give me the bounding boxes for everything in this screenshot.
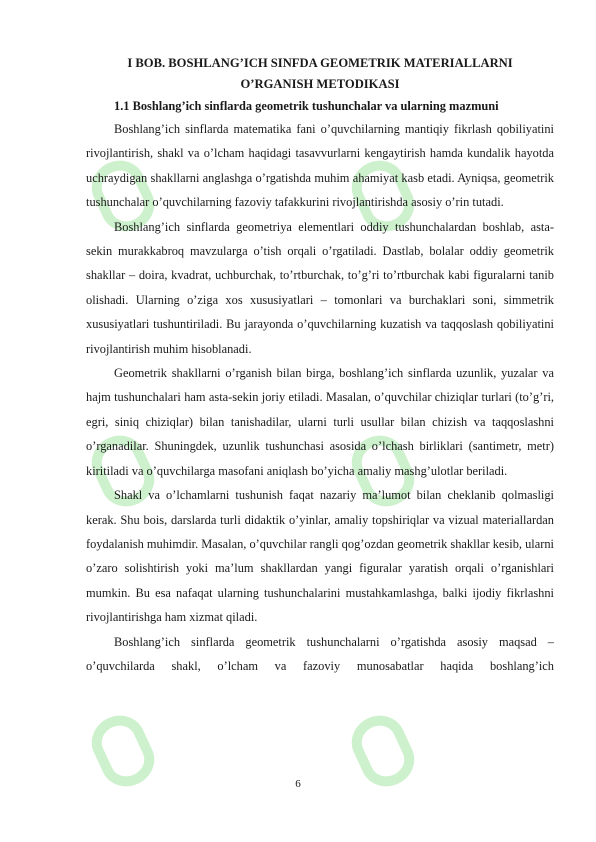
section-title: 1.1 Boshlang’ich sinflarda geometrik tushunchalar va ularning mazmuni bbox=[114, 99, 499, 113]
paragraph: Geometrik shakllarni o’rganish bilan birga, boshlang’ich sinflarda uzunlik, yuzalar va hajm tushunchalari ham asta-sekin joriy etiladi. Masalan, o’quvchilar chiziqlar turlari (to’g’ri, egri, siniq chiziqlar) bilan tanishadilar, ularni turli usullar bilan chizish va taqqoslashni o’rganadilar. Shuningdek, uzunlik tushunchasi asosida o’lchash birliklari (santimetr, metr) kiritiladi va o’quvchilarga masofani aniqlash bo’yicha amaliy mashg’ulotlar beriladi. bbox=[86, 366, 554, 478]
paragraph: Shakl va o’lchamlarni tushunish faqat nazariy ma’lumot bilan cheklanib qolmasligi kerak. Shu bois, darslarda turli didaktik o’yinlar, amaliy topshiriqlar va vizual materiallardan foydalanish muhimdir. Masalan, o’quvchilar rangli qog’ozdan geometrik shakllar kesib, ularni o’zaro solishtirish yoki ma’lum shakllardan yangi figuralar yaratish orqali o’rganishlari mumkin. Bu esa nafaqat ularning tushunchalarini mustahkamlashga, balki ijodiy fikrlashni rivojlantirishga ham xizmat qiladi. bbox=[86, 488, 554, 625]
document-page bbox=[86, 53, 554, 678]
paragraph: Boshlang’ich sinflarda matematika fani o’quvchilarning mantiqiy fikrlash qobiliyatini rivojlantirish, shakl va o’lcham haqidagi tasavvurlarni kengaytirish hamda kundalik hayotda uchraydigan shakllarni anglashga o’rgatishda muhim ahamiyat kasb etadi. Ayniqsa, geometrik tushunchalar o’quvchilarning fazoviy tafakkurini rivojlantirishda asosiy o’rin tutadi. bbox=[86, 122, 554, 210]
paragraph: Boshlang’ich sinflarda geometrik tushunchalarni o’rgatishda asosiy maqsad – o’quvchilarda shakl, o’lcham va fazoviy munosabatlar haqida boshlang’ich bbox=[86, 634, 554, 673]
chapter-title-line1: I BOB. BOSHLANG’ICH SINFDA GEOMETRIK MATERIALLARNI bbox=[127, 56, 513, 70]
paragraph: Boshlang’ich sinflarda geometriya elementlari oddiy tushunchalardan boshlab, asta-sekin murakkabroq mavzularga o’tish orqali o’rgatiladi. Dastlab, bolalar oddiy geometrik shakllar – doira, kvadrat, uchburchak, to’rtburchak, to’g’ri to’rtburchak kabi figuralarni tanib olishadi. Ularning o’ziga xos xususiyatlari – tomonlari va burchaklari soni, simmetrik xususiyatlari tushuntiriladi. Bu jarayonda o’quvchilarning kuzatish va taqqoslash qobiliyatini rivojlantirish muhim hisoblanadi. bbox=[86, 219, 554, 356]
page-number: 6 bbox=[295, 778, 301, 790]
chapter-title-line2: O’RGANISH METODIKASI bbox=[240, 77, 400, 91]
